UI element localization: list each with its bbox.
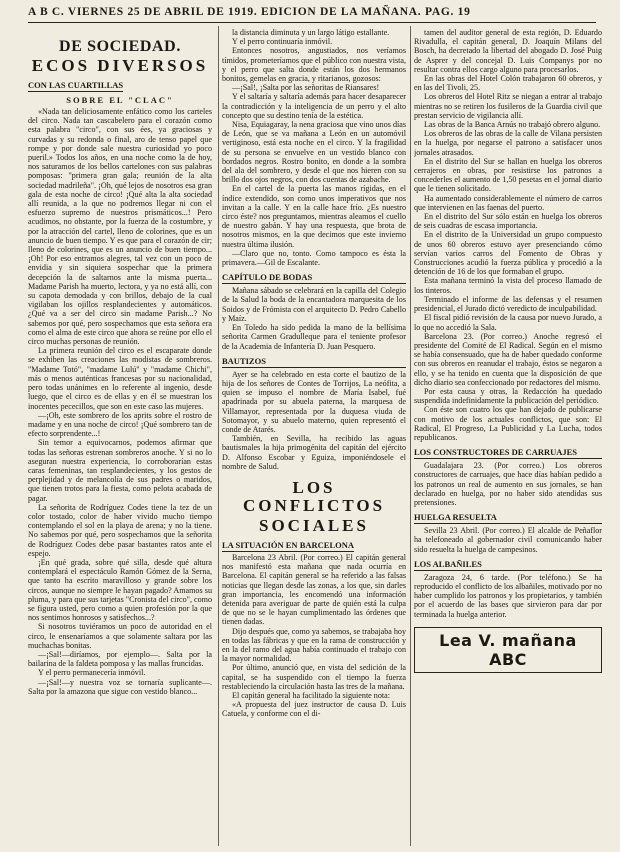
paragraph: Sin temor a equivocarnos, podemos afirmar que todas las señoras estrenan sombreros anoche. Y si no lo aseguran nuestra experiencia, lo corroborarían estas caras femeninas, tan resplandecientes, y los gestos de perplejidad y de melancolía de sus padres o maridos, que tienen trotos para la fiesta, como pelota acabada de pagar. (28, 438, 212, 503)
running-head: A B C. VIERNES 25 DE ABRIL DE 1919. EDICION DE LA MAÑANA. PAG. 19 (28, 6, 471, 18)
paragraph: En las obras del Hotel Colón trabajaron 60 obreros, y en las del Tivoli, 25. (414, 74, 602, 93)
section-title: DE SOCIEDAD. (59, 38, 181, 55)
paragraph: En el cartel de la puerta las manos rígidas, en el índice extendido, son como unos imperativos que nos invitan a la calle. Y en la calle hace frío. ¿Es nuestro circo éste? nos preguntamos, mientras aleamos el cuello de nuestro gabán. Y hay una respuesta, que brota de nosotros mismos, en la que decimos que este invierno nuestra última ilusión. (222, 184, 406, 249)
paragraph: En el distrito de la Universidad un grupo compuesto de unos 60 obreros estuvo ayer presenciando cómo servían varios carros del Fomento de Obras y Construcciones acudió la fuerza pública y procedió a la detención de 16 de los que formaban el grupo. (414, 230, 602, 277)
paragraph: «A propuesta del juez instructor de causa D. Luis Catuela, y conforme con el di- (222, 700, 406, 719)
paragraph: En el distrito del Sur se hallan en huelga los obreros cerrajeros en obras, por resistirse los patronos a concederles el aumento de 1,50 pesetas en el jornal diario que le tienen solicitado. (414, 156, 602, 194)
subsection-heading: LOS CONSTRUCTORES DE CARRUAJES (414, 447, 602, 459)
paragraph: tamen del auditor general de esta región, D. Eduardo Rivadulla, el capitán general, D. Joaquín Milans del Bosch, ha decretado la libertad del abogado D. José Puig de Asprer y del concejal D. Luis Companys por no resultar contra ellos cargo alguno para procesarlos. (414, 28, 602, 74)
paragraph: —¡Sal!—diríamos, por ejemplo—. Salta por la bailarina de la faldeta pomposa y las mallas fruncidas. (28, 649, 212, 669)
paragraph: «Nada tan deliciosamente enfático como los carteles del circo. Nada tan cascabelero para el corazón como esta palabra "circo", con sus ées, ya graciosas y curvadas y su redonda o final, aro de tenso papel que rompe y por donde sale nuestra curiosidad yo poco pueril.» Todos los años, en una noche como la de hoy, nos saturamos de los bellos cartelones con sus palabras pomposas: "primera gran gala; reunión de la alta sociedad madrileña". ¡Oh, qué lejos de nosotros esa gran gala de esta noche de circo! ¡Qué alta la alta sociedad allí reunida, a la que no podremos llegar ni con el esfuerzo supremo de nuestros prismáticos...! Pero acudimos, no obstante, por la fuerza de la costumbre, y por la atracción del cartel, lleno de colorines, que es un anuncio de buen tiempo. Y es que para el corazón de cir; lleno de colorines, que es un anuncio de buen tiempo... ¡Oh! Por eso entramos alegres, tal vez con un poco de envidia y sin siquiera sospechar que la primera decepción la de saltarnos ante la misma puerta... Madame Parish ha muerto, lectora, y ya no está allí, con su capota demodada y con brillos, debajo de la cual vigilaban los ojillos resplandecientes y automáticos. ¿Qué va a ser del circo sin madame Parish...? No sabemos por qué, pero sospechamos que esta señora era como el alma de este circo que ahora se reúne por ello el circo muchas personas de reunión. (28, 107, 212, 347)
paragraph: —¡Sal!—y nuestra voz se tornaría suplicante—. Salta por la amazona que sigue con vestido blanco... (28, 677, 212, 696)
paragraph: Sevilla 23 Abril. (Por correo.) El alcalde de Peñaflor ha telefoneado al gobernador civil comunicando haber sido resuelta la huelga de campesinos. (414, 526, 602, 554)
paragraph: Por esta causa y otras, la Redacción ha quedado suspendida indefinidamente la publicación del periódico. (414, 386, 602, 406)
column-1 (28, 28, 212, 850)
paragraph: Y el perro permanecería inmóvil. (38, 668, 146, 678)
paragraph: ¡En qué grada, sobre qué silla, desde qué altura contemplará el espectáculo Ramón Gómez de la Serna, que tanto ha escrito maravilloso y grande sobre los circos, aunque no siempre le hayan pagado? Amamos su pluma, y para que sus tarjetas "Cronista del circo", como se figura usted, pero como a quien profesión por la que nos sentimos honrosos y satisfechos...? (28, 557, 212, 623)
section-title: LOS CONFLICTOS (242, 477, 386, 515)
paragraph: —¡Oh, este sombrero de los aprits sobre el rostro de madame y en una noche de circo! ¡Qué sombrero tan de efecto sorprendente...! (28, 410, 212, 439)
paragraph: También, en Sevilla, ha recibido las aguas bautismales la hija primogénita del capitán del ejército D. Alfonso Escobar y Eguiza, imponiéndosele el nombre de Salud. (222, 434, 406, 471)
paragraph: Si nosotros tuviéramos un poco de autoridad en el circo, le ensenaríamos a que solamente saltara por las muchachas bonitas. (28, 622, 212, 650)
paragraph: Entonces nosotros, angustiados, nos veríamos tímidos, prometeríamos que el público con nuestra vista, y el perro que salta donde están los dos hermanos bonitos, gemelas en gracia, y ritarianos, gozosos: (222, 46, 406, 84)
paragraph: La señorita de Rodríguez Codes tiene la tez de un color tostado, color de haber vivido mucho tiempo contemplando el sol en la playa de arena; y no la tiene. No sabemos por qué, pero sospechamos que la señorita de Rodríguez Codes debe pasar bastantes ratos ante el espejo. (28, 502, 212, 558)
paragraph: —¡Sal!, ¡Salta por las señoritas de Riansares! (232, 83, 380, 93)
kicker: LA SITUACIÓN EN BARCELONA (222, 539, 355, 550)
paragraph: La primera reunión del circo es el escaparate donde se exhiben las creaciones las modistas de sombreros. "Madame Totó", "madame Lulú" y "madame Chichi", más o menos auténticas francesas por su nacionalidad, pero todas unánimes en lo referente al ingenio, desde luego, que el circo es de ellas y en él se muestran los inocentes pececillos, que son en este caso las mujeres. (28, 346, 212, 411)
paragraph: Ha aumentado considerablemente el número de carros que intervienen en las faenas del puerto. (414, 193, 602, 212)
subhead: SOBRE EL "CLAC" (66, 95, 174, 105)
advertisement-box: Lea V. mañana ABC (414, 627, 602, 673)
paragraph: Los obreros de las obras de la calle de Vilana persisten en la huelga, por negarse el patrono a satisfacer unos jornales atrasados. (414, 129, 602, 157)
subsection-heading: LOS ALBAÑILES (414, 559, 602, 571)
paragraph: Guadalajara 23. (Por correo.) Los obreros constructores de carruajes, que hace días habían pedido a los patronos un real de aumento en sus jornales, se han declarado en huelga, por no haber sido atendidas sus pretensiones. (414, 461, 602, 507)
paragraph: Con éste son cuatro los que han dejado de publicarse con motivo de los actuales conflictos, que son: El Radical, El Progreso, La Publicidad y La Lucha, todos republicanos. (414, 405, 602, 442)
subsection-heading: CAPÍTULO DE BODAS (222, 272, 406, 284)
paragraph: Barcelona 23. (Por correo.) Anoche regresó el presidente del Comité de El Radical. Según en el mismo se había consensuado, que ha de haber quedado conforme con sus obreros en reanudar el trabajo, éstos se negaron a ello, y se ha tenido en cuenta que la disposición de que dicho diario sea confeccionado por redactores del mismo. (414, 331, 602, 387)
paragraph: Dijo después que, como ya sabemos, se trabajaba hoy en todas las fábricas y que en la rama de construcción y en la del ramo del agua había continuado el trabajo con la mayor normalidad. (222, 626, 406, 664)
paragraph: Mañana sábado se celebrará en la capilla del Colegio de la Salud la boda de la encantadora marquesita de los Soidos y de Frómista con el arquitecto D. Pedro Cabello y Maíz. (222, 286, 406, 323)
paragraph: Barcelona 23 Abril. (Por correo.) El capitán general nos manifestó esta mañana que nada ocurría en Barcelona. El capitán general se ha referido a las falsas noticias que llegan desde las zonas, a los que, sin darles gran importancia, les encomendó una información detenida para averiguar de parte de quién está la culpa de que no se le hayan cumplimentado las órdenes que tienen dadas. (222, 552, 406, 627)
paragraph: Y el perro continuaría inmóvil. (232, 37, 333, 47)
paragraph: Nisa, Equiagaray, la nena graciosa que vino unos días de León, que se va mañana a León en un automóvil vertiginoso, está esta noche en el circo. Y la fragilidad de su persona se envuelve en un vestido blanco con bordados negros. Rostro bonito, en donde a la sombra del ala del sombrero, y desde el que nos hieren con su brillo dos ojos negros, con dos cuentas de azabache. (222, 120, 406, 185)
paragraph: Ayer se ha celebrado en esta corte el bautizo de la hija de los señores de Contes de Torrijos, La neófita, a quien se impuso el nombre de María Isabel, fué apadrinada por su abuela paterna, la marquesa de Villamayor, representada por la duquesa viuda de Sotomayor, y su abuelo materno, quien representó el conde de Atarés. (222, 369, 406, 434)
column-3 (414, 28, 602, 850)
paragraph: En el distrito del Sur sólo están en huelga los obreros de seis cuadras de escasa importancia. (414, 212, 602, 231)
paragraph: Y el saltaría y saltaría además para hacer desaparecer la contradicción y la inteligencia de un perro y el alto concepto que su destino tenía de la estética. (222, 92, 406, 120)
paragraph: Por último, anunció que, en vista del sedición de la capital, se ha suspendido con el tiempo la fuerza restableciendo la circulación hasta las tres de la mañana. (222, 663, 406, 691)
paragraph: la distancia diminuta y un largo látigo estallante. (232, 28, 390, 37)
paragraph: Terminado el informe de las defensas y el resumen presidencial, el Jurado dictó veredicto de inculpabilidad. (414, 294, 602, 314)
paragraph: Los obreros del Hotel Ritz se niegan a entrar al trabajo mientras no se retiren los fusileros de la Guardia civil que prestan servicio de vigilancia allí. (414, 92, 602, 120)
column-2 (222, 28, 406, 850)
section-title: SOCIALES (259, 515, 369, 535)
paragraph: El capitán general ha facilitado la siguiente nota: (232, 690, 390, 700)
paragraph: —Claro que no, tonto. Como tampoco es ésta la primavera.—Gil de Escalante. (222, 248, 406, 268)
paragraph: El fiscal pidió revisión de la causa por nuevo Jurado, a lo que no accedió la Sala. (414, 313, 602, 332)
paragraph: Zaragoza 24, 6 tarde. (Por teléfono.) Se ha reproducido el conflicto de los albañiles, motivado por no haber cumplido los patronos y los propietarios, y también por el acuerdo de las bases que sirvieron para dar por terminada la huelga anterior. (414, 572, 602, 619)
subsection-heading: HUELGA RESUELTA (414, 512, 602, 524)
main-title: ECOS DIVERSOS (31, 56, 209, 75)
column-divider (410, 26, 411, 846)
column-divider (218, 26, 219, 846)
paragraph: Las obras de la Banca Arnús no trabajó obrero alguno. (424, 120, 601, 130)
kicker: CON LAS CUARTILLAS (28, 80, 124, 90)
paragraph: Esta mañana terminó la vista del proceso llamado de los tinteros. (414, 276, 602, 295)
paragraph: En Toledo ha sido pedida la mano de la bellísima señorita Carmen Gradulleque para el teniente profesor de la Academia de Infantería D. Juan Pesquero. (222, 323, 406, 351)
header-rule (28, 22, 596, 23)
subsection-heading: BAUTIZOS (222, 356, 406, 368)
